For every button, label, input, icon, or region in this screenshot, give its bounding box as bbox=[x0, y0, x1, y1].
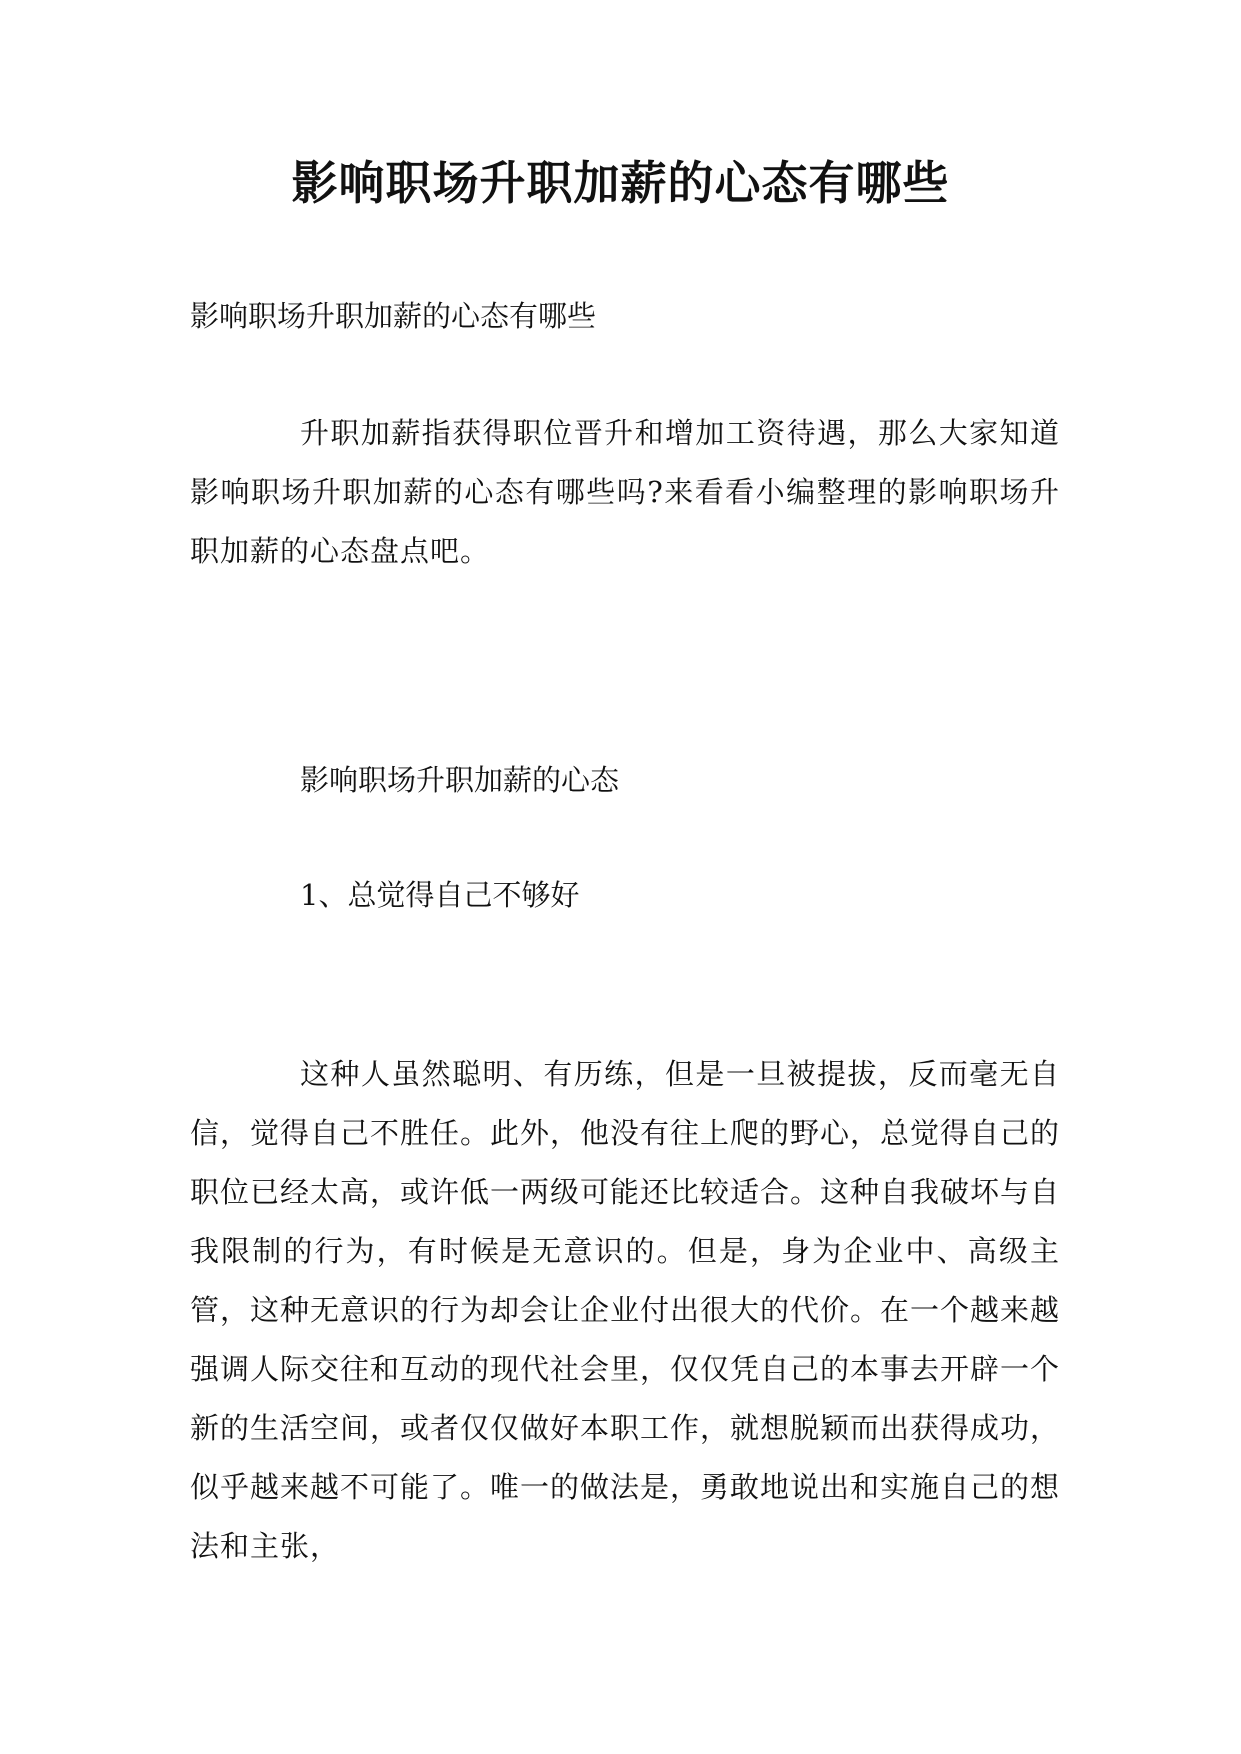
intro-paragraph: 升职加薪指获得职位晋升和增加工资待遇，那么大家知道影响职场升职加薪的心态有哪些吗?来看看小编整理的影响职场升职加薪的心态盘点吧。 bbox=[190, 416, 1060, 568]
document-subtitle: 影响职场升职加薪的心态有哪些 bbox=[190, 299, 597, 333]
point-1-heading: 1、总觉得自己不够好 bbox=[300, 878, 580, 912]
point-1-paragraph: 这种人虽然聪明、有历练，但是一旦被提拔，反而毫无自信，觉得自己不胜任。此外，他没有往上爬的野心，总觉得自己的职位已经太高，或许低一两级可能还比较适合。这种自我破坏与自我限制的行为，有时候是无意识的。但是，身为企业中、高级主管，这种无意识的行为却会让企业付出很大的代价。在一个越来越强调人际交往和互动的现代社会里，仅仅凭自己的本事去开辟一个新的生活空间，或者仅仅做好本职工作，就想脱颖而出获得成功，似乎越来越不可能了。唯一的做法是，勇敢地说出和实施自己的想法和主张， bbox=[190, 1057, 1061, 1563]
document-title: 影响职场升职加薪的心态有哪些 bbox=[291, 156, 950, 210]
section-heading: 影响职场升职加薪的心态 bbox=[300, 763, 620, 797]
